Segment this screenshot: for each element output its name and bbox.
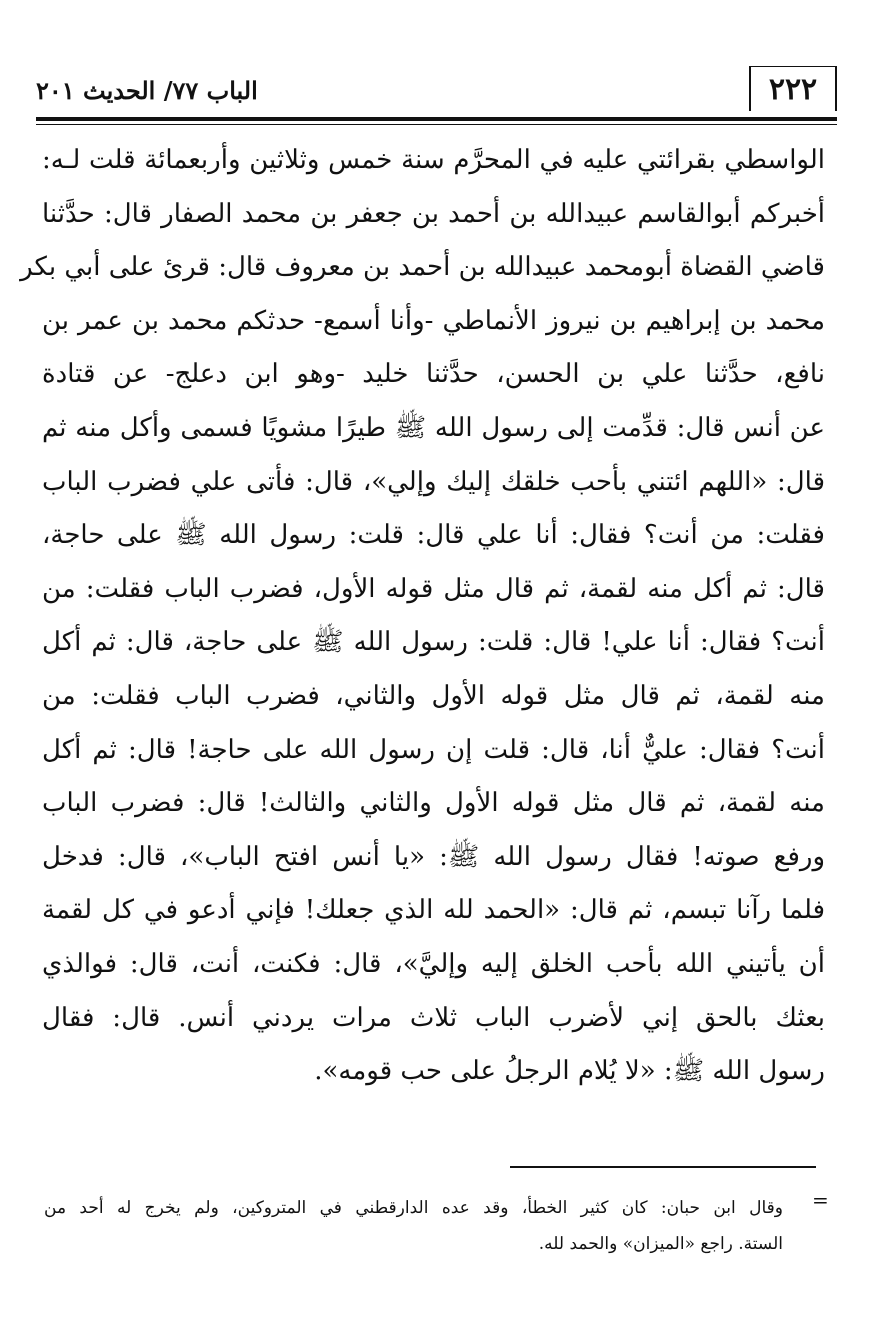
chapter-title: الباب ٧٧/ الحديث ٢٠١ bbox=[36, 76, 258, 105]
text-line: قال: ثم أكل منه لقمة، ثم قال مثل قوله الأول، فضرب الباب فقلت: من bbox=[42, 573, 825, 604]
footnote-separator bbox=[510, 1166, 816, 1168]
text-line: منه لقمة، ثم قال مثل قوله الأول والثاني والثالث! قال: فضرب الباب bbox=[42, 788, 825, 819]
text-line: ورفع صوته! فقال رسول الله ﷺ: «يا أنس افتح الباب»، قال: فدخل bbox=[42, 841, 825, 872]
text-line: الواسطي بقرائتي عليه في المحرَّم سنة خمس وثلاثين وأربعمائة قلت لـه: bbox=[42, 145, 825, 175]
header-rule-thick bbox=[36, 117, 837, 121]
text-line: بعثك بالحق إني لأضرب الباب ثلاث مرات يردني أنس. قال: فقال bbox=[42, 1002, 825, 1033]
text-line: قاضي القضاة أبومحمد عبيدالله بن أحمد بن معروف قال: قرئ على أبي بكر bbox=[20, 252, 825, 283]
text-line: قال: «اللهم ائتني بأحب خلقك إليك وإلي»، قال: فأتى علي فضرب الباب bbox=[42, 466, 825, 497]
text-line: عن أنس قال: قدِّمت إلى رسول الله ﷺ طيرًا مشويًا فسمى وأكل منه ثم bbox=[42, 412, 825, 443]
text-line: فقلت: من أنت؟ فقال: أنا علي قال: قلت: رسول الله ﷺ على حاجة، bbox=[42, 520, 825, 551]
text-line: محمد بن إبراهيم بن نيروز الأنماطي -وأنا أسمع- حدثكم محمد بن عمر بن bbox=[42, 305, 825, 336]
text-line: أخبركم أبوالقاسم عبيدالله بن أحمد بن جعفر بن محمد الصفار قال: حدَّثنا bbox=[42, 198, 825, 229]
text-line: نافع، حدَّثنا علي بن الحسن، حدَّثنا خليد -وهو ابن دعلج- عن قتادة bbox=[42, 359, 825, 390]
footnote-line: وقال ابن حبان: كان كثير الخطأ، وقد عده الدارقطني في المتروكين، ولم يخرج له أحد من bbox=[44, 1198, 783, 1218]
text-line: رسول الله ﷺ: «لا يُلام الرجلُ على حب قومه». bbox=[314, 1056, 825, 1087]
footnote bbox=[44, 1190, 783, 1262]
text-line: أنت؟ فقال: عليٌّ أنا، قال: قلت إن رسول الله على حاجة! قال: ثم أكل bbox=[42, 734, 825, 765]
text-line: أن يأتيني الله بأحب الخلق إليه وإليَّ»، قال: فكنت، أنت، قال: فوالذي bbox=[42, 948, 825, 979]
main-text bbox=[20, 134, 825, 1099]
header-rule-thin bbox=[36, 124, 837, 125]
footnote-line: الستة. راجع «الميزان» والحمد لله. bbox=[538, 1234, 783, 1254]
text-line: فلما رآنا تبسم، ثم قال: «الحمد لله الذي جعلك! فإني أدعو في كل لقمة bbox=[42, 895, 825, 926]
text-line: أنت؟ فقال: أنا علي! قال: قلت: رسول الله ﷺ على حاجة، قال: ثم أكل bbox=[42, 627, 825, 658]
page-number: ٢٢٢ bbox=[749, 66, 837, 111]
text-line: منه لقمة، ثم قال مثل قوله الأول والثاني، فضرب الباب فقلت: من bbox=[42, 680, 825, 711]
page-header bbox=[36, 62, 837, 120]
footnote-continuation-marker: = bbox=[812, 1188, 829, 1212]
